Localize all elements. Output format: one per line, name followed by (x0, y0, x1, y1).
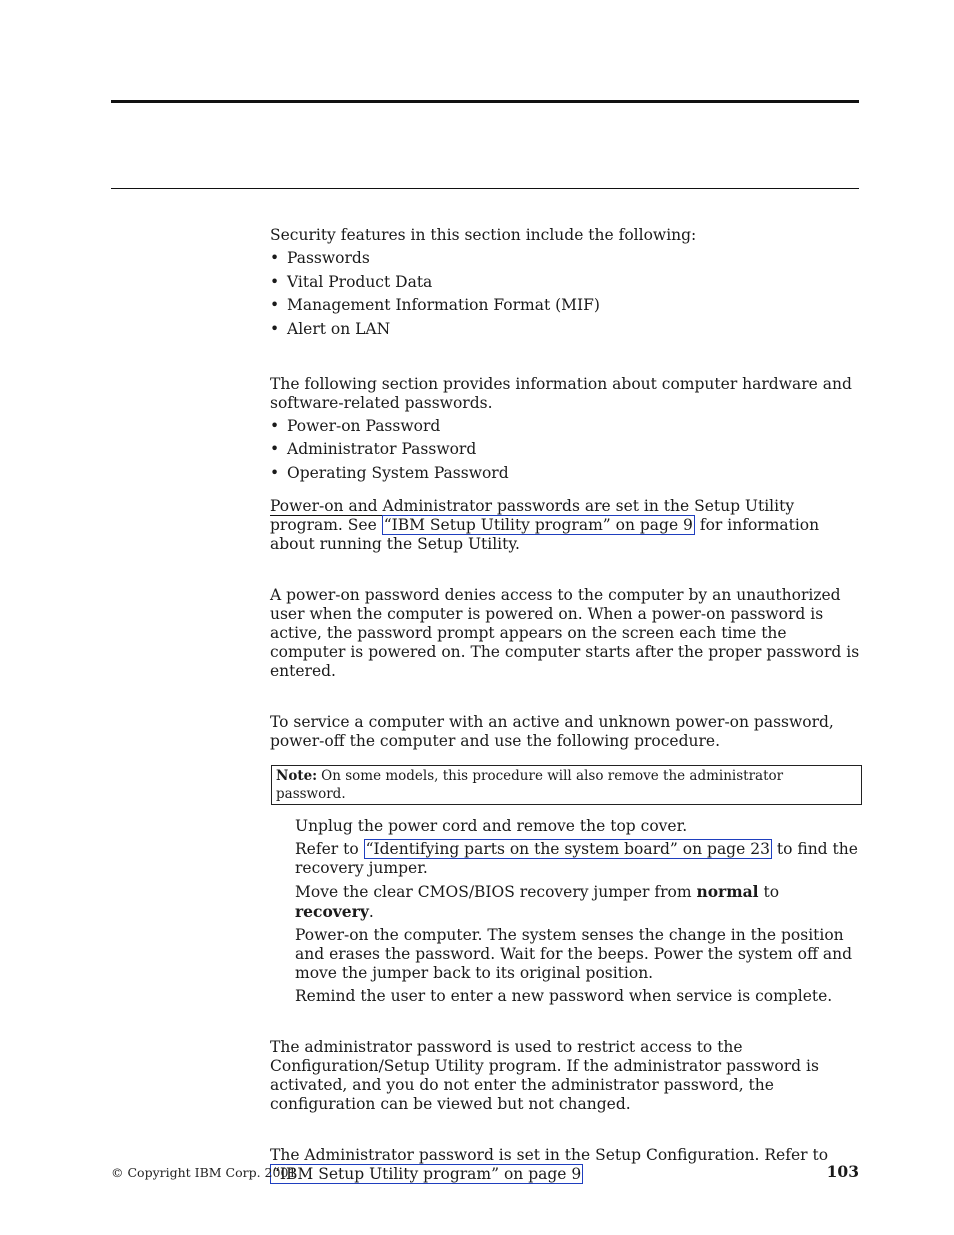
intro-text: Security features in this section include the following: (270, 226, 697, 244)
features-list (270, 249, 860, 339)
note-box (271, 765, 862, 805)
procedure-steps (270, 817, 860, 1006)
setup-paragraph (270, 497, 860, 554)
list-item: • Vital Product Data (270, 273, 860, 292)
setup-utility-link-2[interactable]: “IBM Setup Utility program” on page 9 (272, 1164, 582, 1183)
step-text: . (368, 902, 374, 921)
passwords-intro: The following section provides information about computer hardware and software-related passwords. (270, 374, 852, 412)
step-bold-recovery: recovery (295, 901, 369, 921)
admin-password-link[interactable]: The Administrator password (270, 1145, 494, 1164)
copyright: © Copyright IBM Corp. 2001 (111, 1165, 297, 1180)
list-item: • Passwords (270, 249, 860, 268)
poweron-paragraph: A power-on password denies access to the computer by an unauthorized user when the computer is powered on. When a power-on password is active, the password prompt appears on the screen each time the computer is powered on. The computer starts after the proper password is entered. (270, 585, 860, 680)
step-item: Power-on the computer. The system senses the change in the position and erases the password. Wait for the beeps. Power the system off and move the jumper back to its original position. (295, 925, 853, 982)
admin-set-paragraph (270, 1146, 860, 1184)
passwords-link[interactable]: Power-on and Administrator passwords (270, 496, 580, 515)
page-number: 103 (826, 1162, 859, 1181)
list-item: • Alert on LAN (270, 320, 860, 339)
step-text: Refer to (295, 839, 364, 858)
step-item (295, 840, 860, 878)
system-board-link[interactable]: “Identifying parts on the system board” on page 23 (365, 839, 770, 858)
list-item: • Power-on Password (270, 417, 860, 436)
note-text: On some models, this procedure will also remove the administrator password. (276, 767, 784, 802)
step-bold-normal: normal (696, 881, 759, 901)
list-item: • Operating System Password (270, 464, 860, 483)
list-item: • Administrator Password (270, 440, 860, 459)
main-content (270, 226, 860, 1184)
step-item: Unplug the power cord and remove the top cover. (295, 816, 688, 835)
note-label: Note: (276, 767, 318, 784)
step-text: to (758, 882, 780, 901)
step-text: Move the clear CMOS/BIOS recovery jumper from (295, 882, 697, 901)
header-rule-thin (111, 188, 859, 189)
setup-text-end: for information about running the Setup Utility. (270, 515, 820, 553)
step-text: to find the recovery jumper. (295, 839, 858, 877)
admin-paragraph: The administrator password is used to restrict access to the Configuration/Setup Utility program. If the administrator password is activated, and you do not enter the administrator password, the configuration can be viewed but not changed. (270, 1037, 819, 1113)
step-item (295, 882, 860, 922)
list-item: • Management Information Format (MIF) (270, 296, 860, 315)
service-paragraph: To service a computer with an active and unknown power-on password, power-off the computer and use the following procedure. (270, 712, 834, 750)
step-item: Remind the user to enter a new password when service is complete. (295, 986, 833, 1005)
password-types-list (270, 417, 860, 483)
admin-set-text: is set in the Setup Configuration. Refer to (493, 1145, 829, 1164)
setup-text: are set in the Setup Utility program. See (270, 496, 795, 534)
header-rule-thick (111, 100, 859, 103)
setup-utility-link[interactable]: “IBM Setup Utility program” on page 9 (383, 515, 693, 534)
